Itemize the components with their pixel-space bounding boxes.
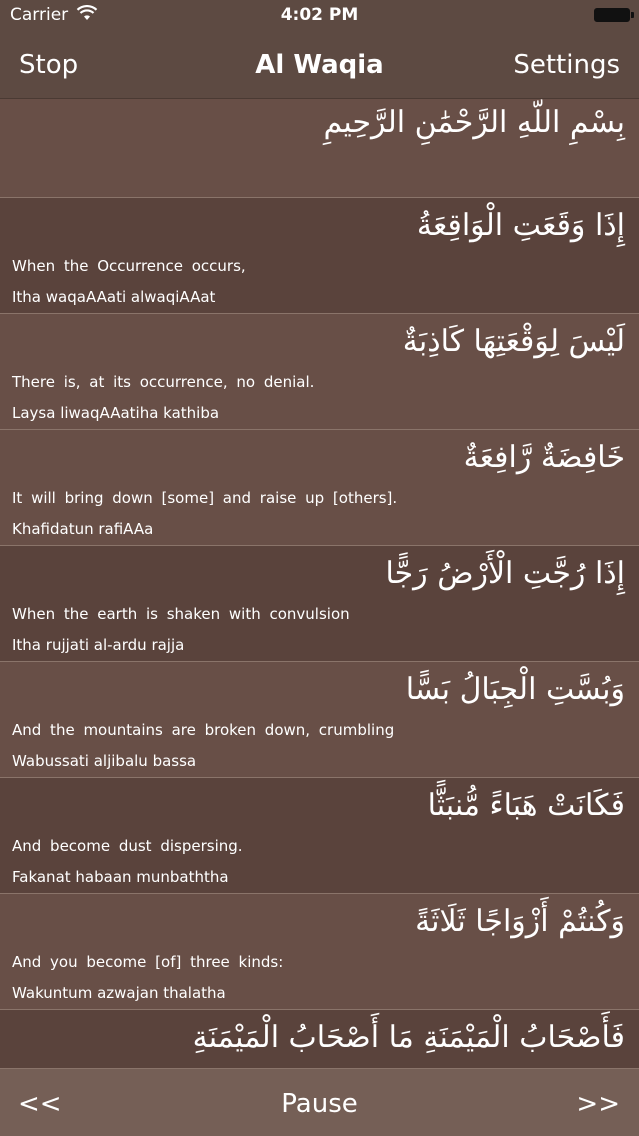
stop-button[interactable]: Stop (19, 50, 79, 80)
previous-button[interactable]: << (18, 1089, 62, 1119)
verse-arabic: خَافِضَةٌ رَّافِعَةٌ (463, 440, 625, 475)
verse-transliteration: Wakuntum azwajan thalatha (12, 984, 226, 1002)
verse-arabic: وَبُسَّتِ الْجِبَالُ بَسًّا (405, 672, 625, 707)
verse-row[interactable] (0, 198, 639, 314)
settings-button[interactable]: Settings (513, 50, 620, 80)
playback-toolbar (0, 1068, 639, 1136)
verse-translation: And become dust dispersing. (12, 837, 243, 855)
verse-transliteration: Wabussati aljibalu bassa (12, 752, 197, 770)
verse-translation: And you become [of] three kinds: (12, 953, 284, 971)
verse-row[interactable] (0, 546, 639, 662)
verse-row[interactable] (0, 778, 639, 894)
battery-icon (594, 8, 630, 22)
verse-transliteration: Laysa liwaqAAatiha kathiba (12, 404, 220, 422)
verse-transliteration: Fakanat habaan munbaththa (12, 868, 229, 886)
verse-translation: It will bring down [some] and raise up [others]. (12, 489, 398, 507)
verse-translation: When the earth is shaken with convulsion (12, 605, 350, 623)
verse-row[interactable] (0, 430, 639, 546)
verse-transliteration: Khafidatun rafiAAa (12, 520, 154, 538)
navigation-bar (0, 32, 639, 99)
clock: 4:02 PM (280, 5, 359, 25)
verse-row[interactable] (0, 894, 639, 1010)
verse-arabic: فَأَصْحَابُ الْمَيْمَنَةِ مَا أَصْحَابُ الْمَيْمَنَةِ (192, 1020, 625, 1055)
verse-translation: There is, at its occurrence, no denial. (12, 373, 315, 391)
verse-arabic: بِسْمِ اللَّهِ الرَّحْمَٰنِ الرَّحِيمِ (323, 105, 625, 140)
verse-arabic: إِذَا وَقَعَتِ الْوَاقِعَةُ (416, 208, 625, 243)
verse-arabic: إِذَا رُجَّتِ الْأَرْضُ رَجًّا (385, 556, 625, 591)
verse-translation: When the Occurrence occurs, (12, 257, 246, 275)
verse-transliteration: Itha rujjati al-ardu rajja (12, 636, 185, 654)
verse-arabic: فَكَانَتْ هَبَاءً مُّنبَثًّا (427, 788, 625, 823)
verse-transliteration: Itha waqaAAati alwaqiAAat (12, 288, 216, 306)
verse-translation: And the mountains are broken down, crumbling (12, 721, 395, 739)
pause-button[interactable]: Pause (281, 1089, 358, 1119)
battery-tip (631, 12, 634, 18)
verse-list[interactable] (0, 99, 639, 1068)
verse-row[interactable] (0, 314, 639, 430)
verse-row[interactable] (0, 99, 639, 198)
verse-row[interactable] (0, 1010, 639, 1068)
carrier-label: Carrier (10, 5, 69, 25)
verse-arabic: لَيْسَ لِوَقْعَتِهَا كَاذِبَةٌ (402, 324, 625, 359)
verse-arabic: وَكُنتُمْ أَزْوَاجًا ثَلَاثَةً (415, 904, 625, 939)
next-button[interactable]: >> (576, 1089, 620, 1119)
verse-row[interactable] (0, 662, 639, 778)
page-title: Al Waqia (255, 50, 384, 80)
status-bar (0, 0, 639, 32)
